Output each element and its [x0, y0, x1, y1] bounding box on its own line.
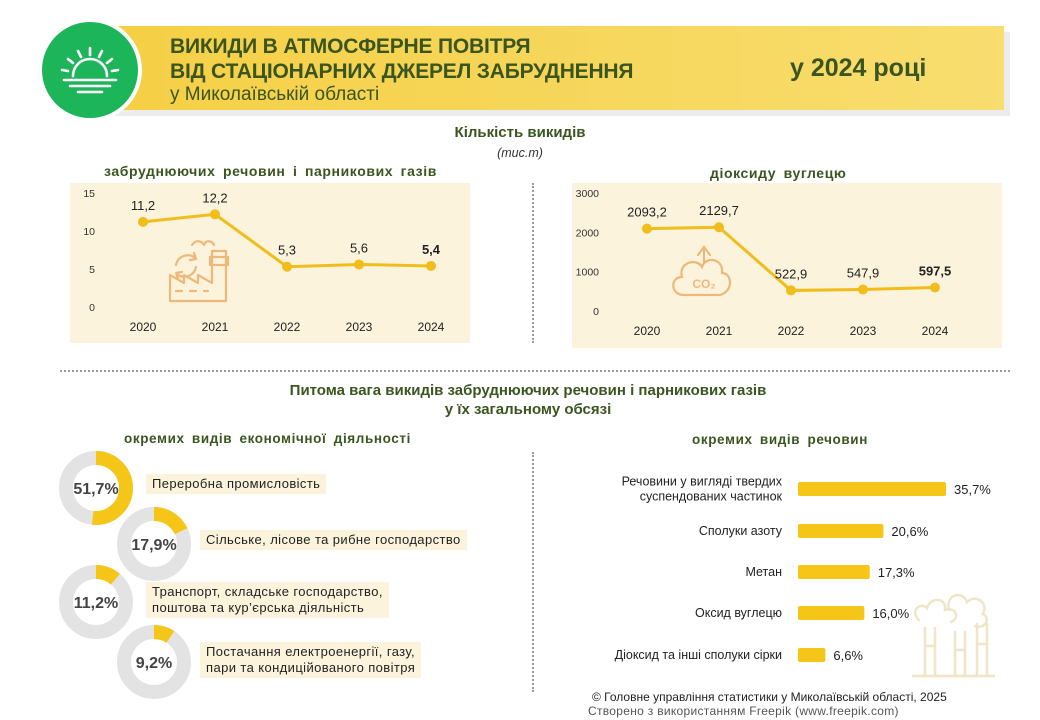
- sunrise-icon: [42, 22, 138, 118]
- quantity-unit: (тис.т): [497, 146, 543, 160]
- pollutants-xtick: 2021: [201, 320, 229, 334]
- donut-percent-label: 9,2%: [135, 655, 173, 672]
- pollutants-data-label: 5,6: [349, 240, 369, 256]
- donut-percent-label: 17,9%: [131, 537, 177, 554]
- share-title: [0, 381, 1040, 419]
- horizontal-divider: [60, 370, 1010, 372]
- co2-xtick: 2021: [705, 324, 733, 338]
- factory-icon-part: [192, 241, 214, 245]
- pollutants-data-label: 5,3: [277, 242, 297, 258]
- activity-label-line: пари та кондиційованого повітря: [206, 660, 416, 675]
- pollutants-point: [138, 217, 148, 227]
- pollutants-point: [210, 209, 220, 219]
- co2-ytick: 1000: [575, 266, 599, 279]
- activity-label-line: Сільське, лісове та рибне господарство: [206, 532, 461, 547]
- co2-ytick: 0: [593, 306, 599, 318]
- activity-label-line: Постачання електроенергії, газу,: [206, 644, 415, 659]
- activity-label-line: Переробна промисловість: [152, 476, 321, 491]
- co2-ytick: 2000: [575, 227, 599, 240]
- pollutants-point: [282, 262, 292, 272]
- co2-ytick: 3000: [575, 188, 599, 200]
- region-subtitle: у Миколаївській області: [170, 84, 380, 105]
- activity-label: [146, 582, 389, 618]
- share-title-line-2: у їх загальному обсязі: [444, 401, 612, 418]
- co2-point: [786, 285, 796, 295]
- bar-category-label: Речовини у вигляді твердих: [621, 474, 782, 489]
- footer-copyright: © Головне управління статистики у Миколаївській області, 2025: [592, 690, 947, 704]
- activities-title: окремих видів економічної діяльності: [124, 431, 411, 446]
- bar: [798, 565, 870, 579]
- co2-xtick: 2023: [849, 324, 877, 338]
- title-line-2: ВІД СТАЦІОНАРНИХ ДЖЕРЕЛ ЗАБРУДНЕННЯ: [170, 60, 634, 83]
- donut-percent-label: 51,7%: [73, 481, 119, 498]
- pollutants-ytick: 15: [83, 188, 95, 200]
- co2-xtick: 2022: [777, 324, 805, 338]
- pollutants-ytick: 5: [89, 264, 95, 276]
- bar: [798, 482, 946, 496]
- substances-title: окремих видів речовин: [692, 432, 868, 447]
- activity-label-line: поштова та кур’єрська діяльність: [152, 600, 365, 615]
- chimneys-icon: [905, 580, 995, 680]
- bar-category-label: Оксид вуглецю: [694, 606, 782, 620]
- bar-category-label: Діоксид та інші сполуки сірки: [614, 648, 782, 662]
- bar: [798, 648, 825, 662]
- pollutants-line-chart: [70, 183, 470, 343]
- pollutants-xtick: 2020: [129, 320, 157, 334]
- co2-icon-text: CO₂: [692, 277, 716, 291]
- pollutants-ytick: 10: [83, 226, 95, 238]
- bar-value-label: 16,0%: [872, 606, 910, 621]
- share-title-line-1: Питома вага викидів забруднюючих речовин і парникових газів: [289, 382, 767, 399]
- factory-icon: [170, 241, 228, 301]
- pollutants-xtick: 2022: [273, 320, 301, 334]
- bar-value-label: 6,6%: [833, 648, 864, 663]
- pollutants-data-label: 12,2: [202, 190, 228, 206]
- co2-point: [858, 284, 868, 294]
- activity-label: [200, 530, 467, 550]
- vertical-divider-top: [532, 183, 534, 343]
- left-chart-title: забруднюючих речовин і парникових газів: [104, 163, 437, 179]
- bar-category-label: Метан: [745, 565, 782, 579]
- activity-label: [146, 474, 326, 494]
- co2-point: [642, 224, 652, 234]
- bar-value-label: 20,6%: [891, 524, 929, 539]
- title-line-1: ВИКИДИ В АТМОСФЕРНЕ ПОВІТРЯ: [170, 35, 531, 58]
- co2-data-label: 2129,7: [699, 203, 739, 219]
- co2-data-label: 522,9: [774, 266, 808, 282]
- pollutants-xtick: 2023: [345, 320, 373, 334]
- bar-category-label: суспендованих частинок: [639, 489, 782, 504]
- pollutants-data-label: 5,4: [421, 241, 441, 257]
- year-label: у 2024 році: [790, 54, 927, 82]
- co2-xtick: 2020: [633, 324, 661, 338]
- bar: [798, 524, 883, 538]
- bar-category-label: Сполуки азоту: [698, 524, 782, 538]
- co2-data-label: 2093,2: [627, 204, 667, 220]
- bar-value-label: 17,3%: [877, 565, 915, 580]
- donut-percent-label: 11,2%: [73, 595, 119, 612]
- right-chart-title: діоксиду вуглецю: [710, 165, 847, 181]
- activity-label: [200, 642, 421, 678]
- activity-label-line: Транспорт, складське господарство,: [152, 584, 383, 599]
- pollutants-point: [354, 259, 364, 269]
- co2-data-label: 597,5: [918, 263, 952, 279]
- vertical-divider-bottom: [532, 452, 534, 692]
- bar: [798, 606, 864, 620]
- pollutants-point: [426, 261, 436, 271]
- co2-xtick: 2024: [921, 324, 949, 338]
- pollutants-xtick: 2024: [417, 320, 445, 334]
- page-title: [170, 34, 633, 84]
- pollutants-ytick: 0: [89, 302, 95, 314]
- co2-point: [714, 222, 724, 232]
- co2-line-chart: [572, 183, 1002, 348]
- co2-data-label: 547,9: [846, 265, 880, 281]
- co2-point: [930, 282, 940, 292]
- footer-credit: Створено з використанням Freepik (www.freepik.com): [588, 704, 899, 718]
- pollutants-data-label: 11,2: [130, 197, 156, 213]
- bar-value-label: 35,7%: [954, 482, 991, 497]
- pollutants-series-line: [143, 214, 431, 266]
- quantity-title: Кількість викидів: [454, 124, 586, 141]
